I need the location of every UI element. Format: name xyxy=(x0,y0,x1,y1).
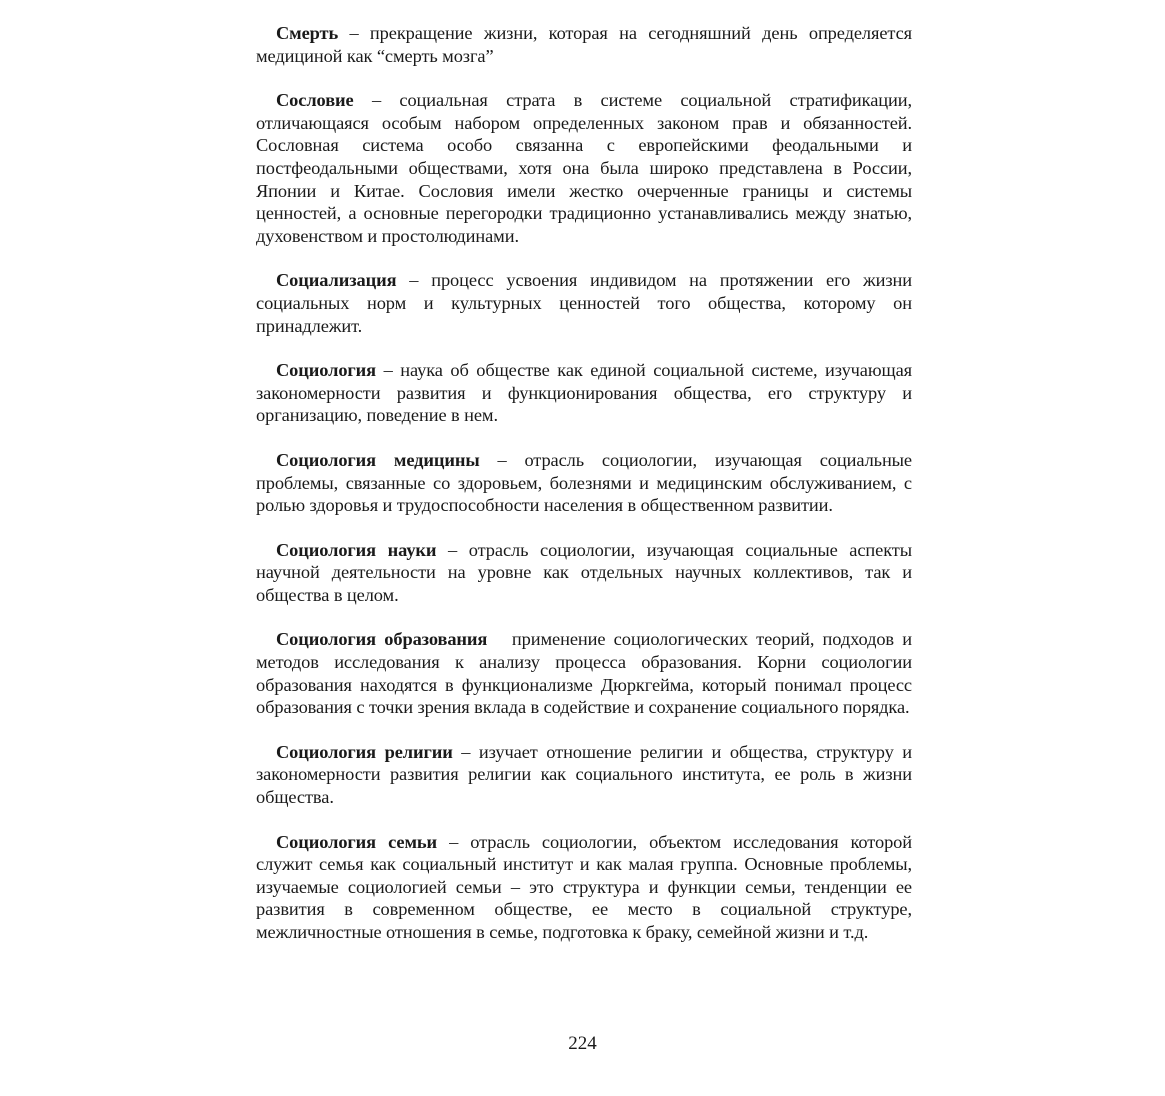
glossary-term: Социология образования xyxy=(276,629,488,650)
glossary-term: Смерть xyxy=(276,23,339,43)
glossary-entry-sociologiya-religii xyxy=(256,741,912,809)
glossary-entry-sociologiya-mediciny xyxy=(256,449,912,517)
page-number xyxy=(0,1033,1165,1055)
glossary-entry-sociologiya xyxy=(256,359,912,427)
glossary-definition: – отрасль социологии, изучающая социальные проблемы, связанные со здоровьем, болезнями и медицинским обслуживанием, с ролью здоровья и трудоспособности населения в общественном развитии. xyxy=(256,449,912,516)
glossary-definition: – процесс усвоения индивидом на протяжении его жизни социальных норм и культурных ценностей того общества, которому он принадлежит. xyxy=(256,270,912,336)
glossary-term: Социология медицины xyxy=(276,449,480,470)
glossary-definition: применение социологических теорий, подходов и методов исследования к анализу процесса образования. Корни социологии образования находятся в функционализме Дюркгейма, который понимал процесс образования с точки зрения вклада в содействие и сохранение социального порядка. xyxy=(256,629,917,718)
glossary-entry-socializaciya xyxy=(256,269,912,337)
glossary-entry-soslovie xyxy=(256,89,912,247)
glossary-definition: – отрасль социологии, изучающая социальные аспекты научной деятельности на уровне как отдельных научных коллективов, так и общества в целом. xyxy=(256,539,912,605)
glossary-term: Социология семьи xyxy=(276,831,438,852)
glossary-entry-sociologiya-nauki xyxy=(256,539,912,607)
glossary-definition: – социальная страта в системе социальной стратификации, отличающаяся особым набором определенных законом прав и обязанностей. Сословная система особо связанна с европейскими феодальными и постфеодальными обществами, хотя она была широко представлена в России, Японии и Китае. Сословия имели жестко очерченные границы и системы ценностей, а основные перегородки традиционно устанавливались между знатью, духовенством и простолюдинами. xyxy=(256,90,912,246)
page-number-text: 224 xyxy=(568,1033,597,1054)
glossary-entry-sociologiya-obrazovaniya xyxy=(256,628,917,718)
glossary-term: Социология xyxy=(276,360,377,381)
glossary-term: Социология религии xyxy=(276,741,453,762)
glossary-term: Социализация xyxy=(276,270,397,291)
glossary-term: Сословие xyxy=(276,90,354,111)
glossary-term: Социология науки xyxy=(276,539,437,560)
glossary-entry-sociologiya-semi xyxy=(256,831,912,944)
glossary-definition: – изучает отношение религии и общества, структуру и закономерности развития религии как социального института, ее роль в жизни общества. xyxy=(256,741,912,808)
glossary-definition: – наука об обществе как единой социальной системе, изучающая закономерности развития и функционирования общества, его структуру и организацию, поведение в нем. xyxy=(256,360,912,426)
glossary-definition: – прекращение жизни, которая на сегодняшний день определяется медициной как “смерть мозга” xyxy=(256,23,912,66)
glossary-definition: – отрасль социологии, объектом исследования которой служит семья как социальный институт и как малая группа. Основные проблемы, изучаемые социологией семьи – это структура и функции семьи, тенденции ее развития в современном обществе, ее место в социальной структуре, межличностные отношения в семье, подготовка к браку, семейной жизни и т.д. xyxy=(256,831,913,942)
glossary-entry-smert xyxy=(256,22,912,67)
glossary-page xyxy=(256,22,917,944)
